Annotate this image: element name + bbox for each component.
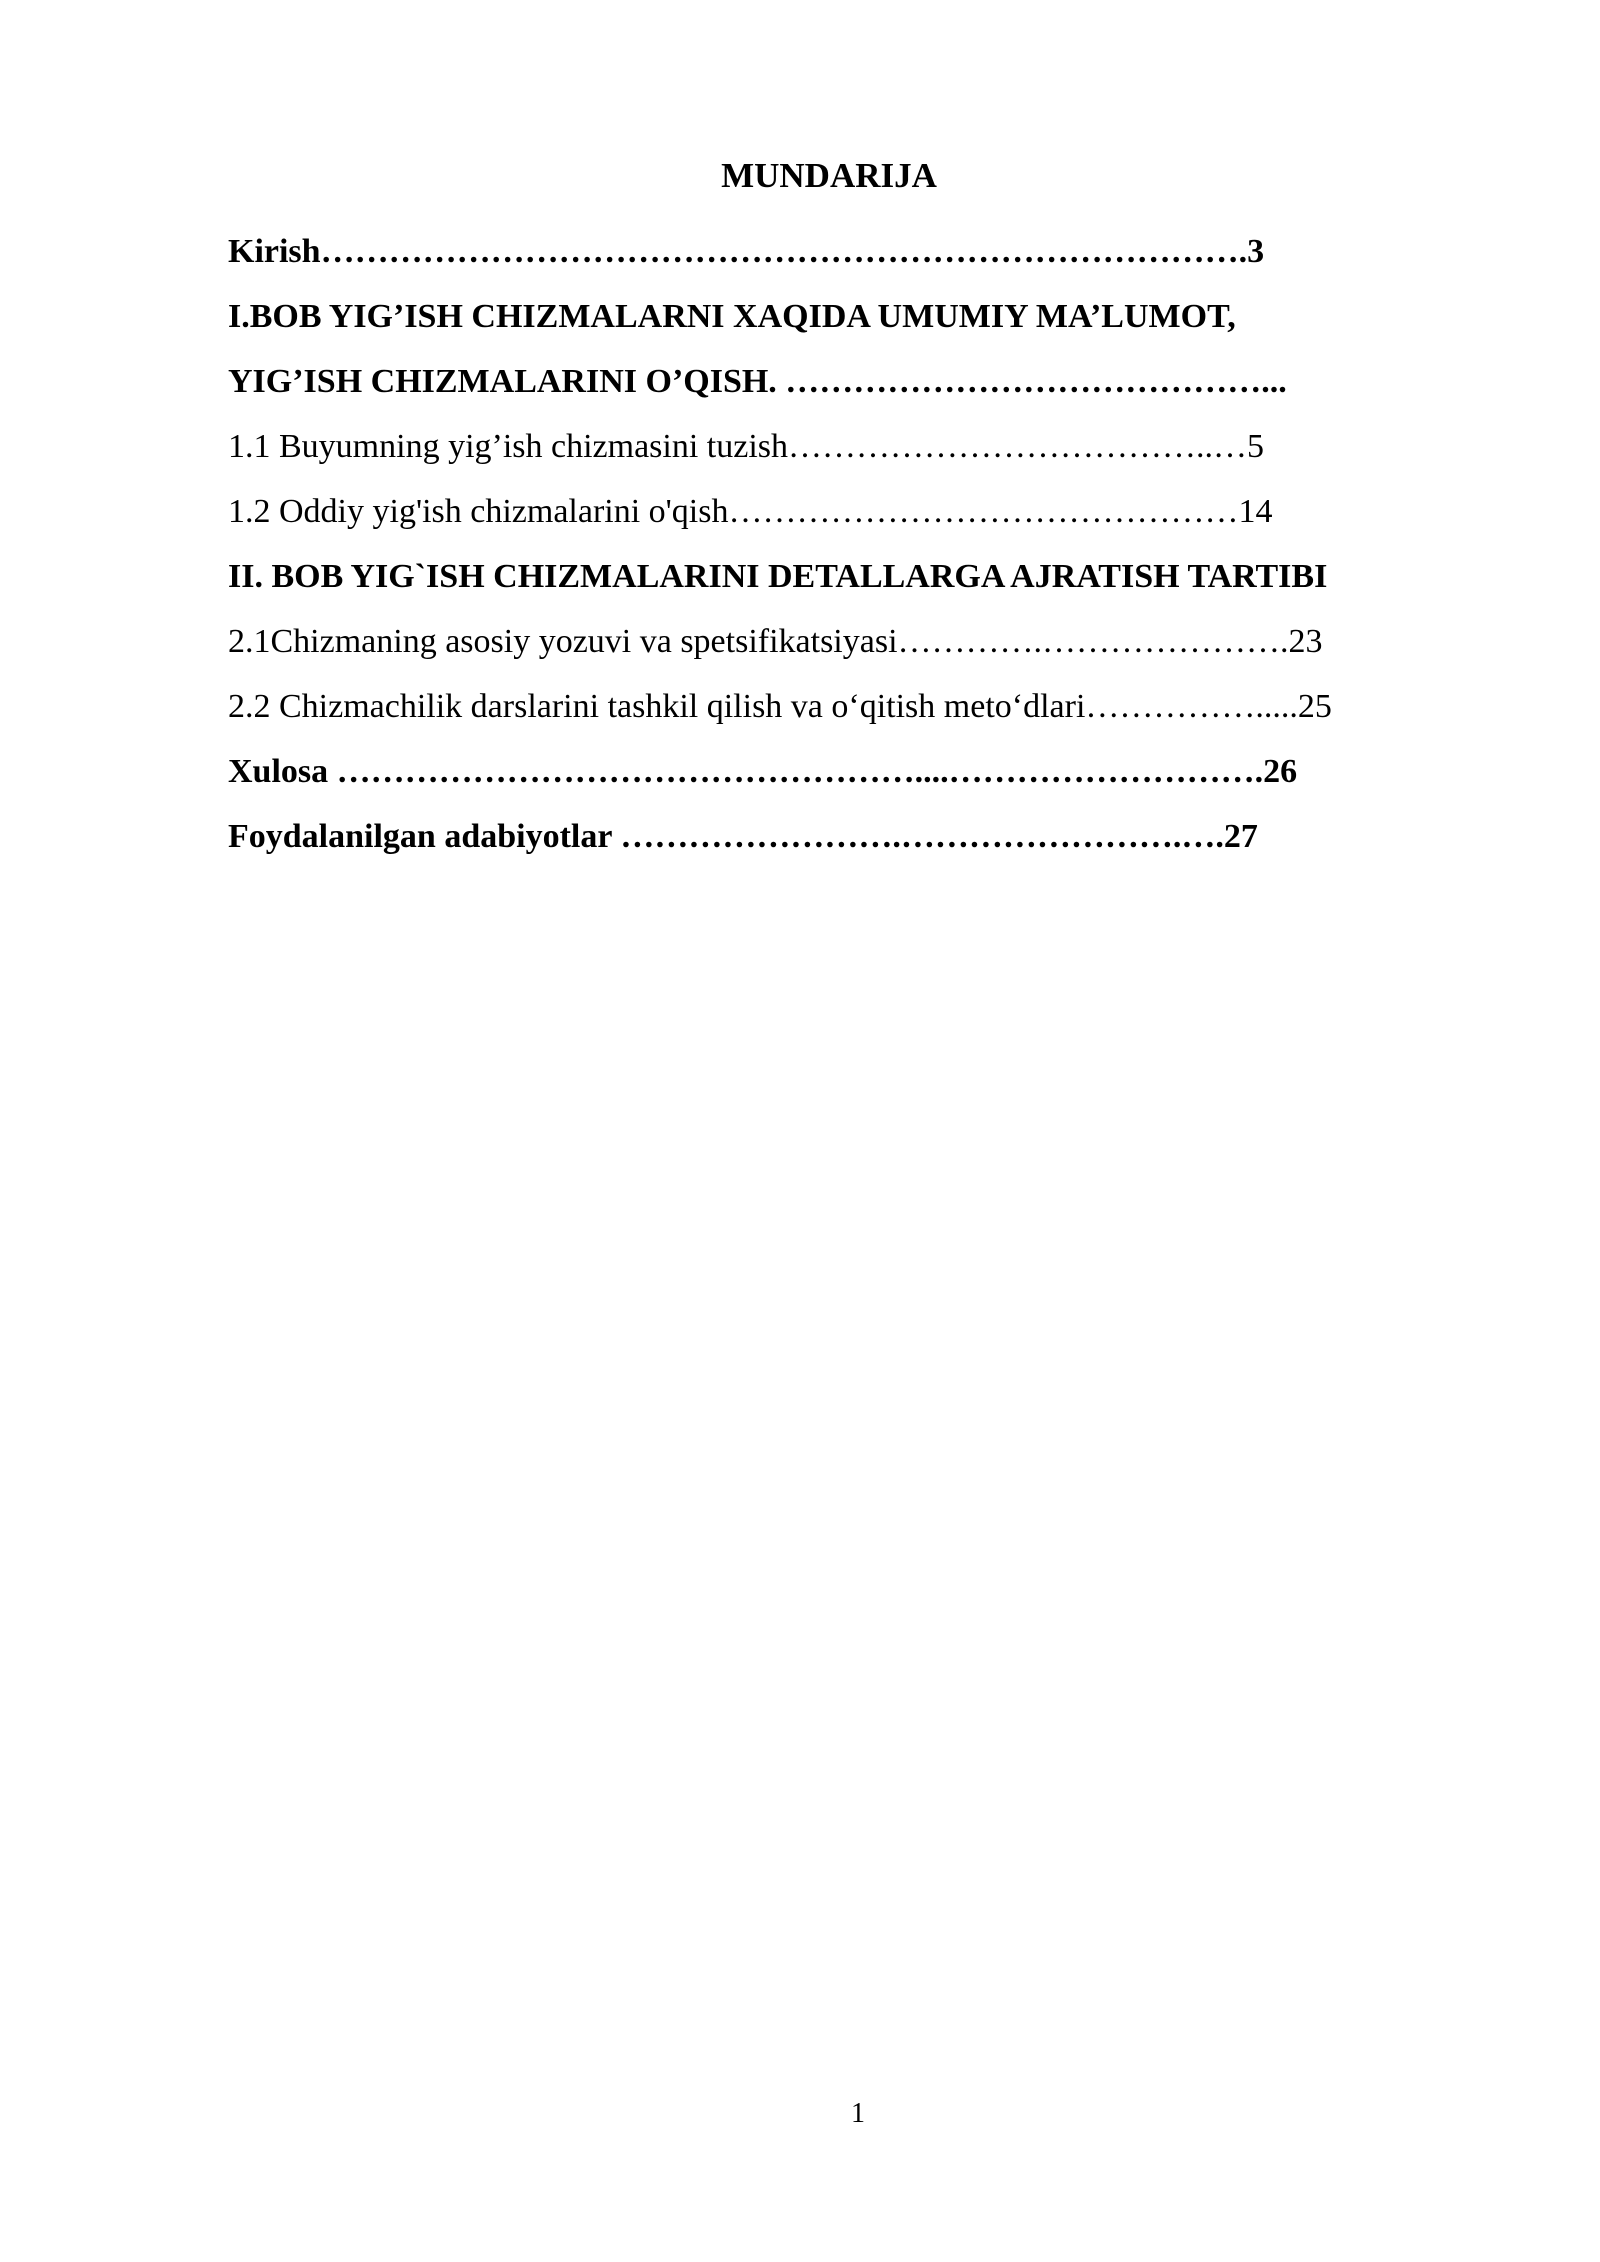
toc-entry-xulosa: Xulosa ……………………………………………....……………………….26: [228, 753, 1298, 790]
page-number: 1: [851, 2098, 865, 2129]
toc-entry-chapter-1-title-line-2: YIG’ISH CHIZMALARINI O’QISH. ……………………………………...: [228, 363, 1287, 400]
toc-entry-kirish: Kirish……………………………………………………………………….3: [228, 233, 1265, 270]
toc-entry-section-1-2: 1.2 Oddiy yig'ish chizmalarini o'qish………………………………………14: [228, 493, 1273, 530]
toc-entry-section-2-2: 2.2 Chizmachilik darslarini tashkil qilish va o‘qitish meto‘dlari…………….....25: [228, 688, 1332, 725]
toc-entry-chapter-1-title-line-1: I.BOB YIG’ISH CHIZMALARNI XAQIDA UMUMIY MA’LUMOT,: [228, 298, 1236, 335]
toc-entry-section-2-1: 2.1Chizmaning asosiy yozuvi va spetsifikatsiyasi………….………………….23: [228, 623, 1323, 660]
toc-entry-adabiyotlar: Foydalanilgan adabiyotlar …………………….…………………….….27: [228, 818, 1258, 855]
toc-title: MUNDARIJA: [721, 156, 937, 195]
toc-entry-chapter-2-title: II. BOB YIG`ISH CHIZMALARINI DETALLARGA AJRATISH TARTIBI: [228, 558, 1328, 595]
toc-list: [228, 219, 1528, 869]
toc-entry-section-1-1: 1.1 Buyumning yig’ish chizmasini tuzish………………………………..…5: [228, 428, 1265, 465]
